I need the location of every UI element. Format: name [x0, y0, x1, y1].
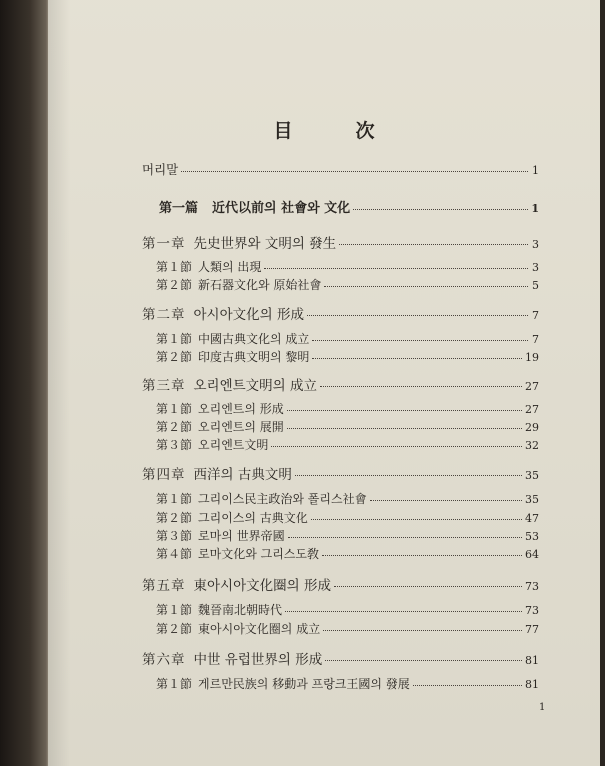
toc-entry-title: 머리말 — [142, 162, 179, 177]
page-title: 目 次 — [273, 120, 397, 142]
toc-entry-title: 오리엔트의 展開 — [198, 420, 284, 434]
toc-entry-label — [156, 509, 308, 526]
toc-entry-title: 近代以前의 社會와 文化 — [212, 201, 351, 216]
toc-entry-number: 第一章 — [142, 236, 186, 252]
toc-entry-title: 人類의 出現 — [198, 260, 262, 274]
dot-leader — [320, 379, 522, 387]
toc-page-number: 81 — [525, 654, 539, 667]
toc-page-number: 77 — [525, 623, 539, 636]
toc-page-number: 1 — [531, 202, 539, 215]
toc-section-row — [156, 527, 539, 544]
toc-entry-title: 로마의 世界帝國 — [198, 529, 285, 543]
toc-entry-label — [156, 436, 268, 453]
toc-page-number: 35 — [525, 493, 539, 506]
page-number: 1 — [539, 702, 546, 713]
toc-entry-number: 第２節 — [156, 511, 193, 525]
toc-entry-number: 第４節 — [156, 547, 193, 561]
toc-section-row — [156, 436, 539, 453]
toc-page-number: 27 — [525, 403, 539, 416]
dot-leader — [288, 531, 522, 539]
toc-section-row — [156, 620, 539, 637]
dot-leader — [339, 237, 528, 245]
dot-leader — [353, 201, 528, 209]
toc-entry-title: 中世 유럽世界의 形成 — [193, 652, 323, 668]
toc-section-row — [156, 490, 539, 507]
toc-chapter-row — [142, 303, 539, 323]
toc-entry-label — [156, 418, 284, 435]
toc-entry-number: 第五章 — [142, 578, 186, 594]
toc-preface-row — [142, 160, 539, 178]
toc-page-number: 3 — [532, 261, 539, 274]
toc-page-number: 32 — [525, 439, 539, 452]
toc-page-number: 81 — [525, 678, 539, 691]
toc-entry-title: 印度古典文明의 黎明 — [198, 350, 310, 364]
toc-page-number: 7 — [532, 333, 539, 346]
toc-entry-number: 第１節 — [156, 603, 193, 617]
dot-leader — [413, 679, 522, 687]
toc-entry-title: 오리엔트의 形成 — [198, 402, 284, 416]
dot-leader — [287, 404, 522, 412]
toc-entry-label — [142, 303, 304, 323]
toc-entry-title: 東아시아文化圈의 形成 — [193, 578, 331, 594]
toc-chapter-row — [142, 574, 539, 594]
toc-entry-label — [156, 276, 321, 293]
toc-section-row — [156, 330, 539, 347]
toc-entry-label — [156, 675, 410, 692]
toc-entry-number: 第四章 — [142, 467, 186, 483]
toc-section-row — [156, 418, 539, 435]
toc-entry-label — [156, 348, 309, 365]
toc-entry-number: 第２節 — [156, 350, 193, 364]
toc-entry-number: 第１節 — [156, 402, 193, 416]
dot-leader — [325, 653, 522, 661]
toc-entry-label — [142, 160, 178, 178]
toc-section-row — [156, 509, 539, 526]
toc-page-number: 5 — [532, 279, 539, 292]
toc-page-number: 7 — [532, 309, 539, 322]
dot-leader — [311, 513, 522, 521]
toc-entry-number: 第３節 — [156, 438, 193, 452]
dot-leader — [285, 605, 522, 613]
toc-entry-title: 魏晉南北朝時代 — [198, 603, 283, 617]
toc-entry-label — [142, 374, 317, 394]
toc-entry-label — [156, 601, 282, 618]
toc-section-row — [156, 400, 539, 417]
toc-entry-number: 第１節 — [156, 260, 193, 274]
toc-entry-title: 東아시아文化圈의 成立 — [198, 622, 321, 636]
toc-entry-title: 그리이스의 古典文化 — [198, 511, 308, 525]
toc-section-row — [156, 545, 539, 562]
toc-page-number: 3 — [532, 238, 539, 251]
dot-leader — [264, 262, 528, 270]
toc-section-row — [156, 675, 539, 692]
toc-page-number: 1 — [532, 164, 539, 177]
toc-entry-label — [156, 490, 367, 507]
toc-entry-number: 第２節 — [156, 420, 193, 434]
toc-section-row — [156, 601, 539, 618]
toc-entry-label — [156, 258, 261, 275]
dot-leader — [295, 468, 522, 476]
toc-entry-title: 中國古典文化의 成立 — [198, 332, 310, 346]
toc-section-row — [156, 348, 539, 365]
toc-entry-label — [142, 232, 336, 252]
toc-page-number: 35 — [525, 469, 539, 482]
toc-entry-title: 先史世界와 文明의 發生 — [193, 236, 337, 252]
toc-entry-title: 게르만民族의 移動과 프랑크王國의 發展 — [198, 677, 410, 691]
toc-entry-label — [142, 648, 322, 668]
dot-leader — [287, 422, 522, 430]
toc-chapter-row — [142, 463, 539, 483]
toc-section-row — [156, 258, 539, 275]
toc-section-row — [156, 276, 539, 293]
toc-entry-number: 第六章 — [142, 652, 186, 668]
dot-leader — [323, 624, 522, 632]
toc-entry-label — [156, 545, 319, 562]
toc-entry-title: 그리이스民主政治와 폴리스社會 — [198, 492, 367, 506]
toc-page-number: 73 — [525, 580, 539, 593]
toc-page-number: 53 — [525, 530, 539, 543]
toc-entry-label — [156, 527, 285, 544]
toc-entry-number: 第１節 — [156, 492, 193, 506]
toc-entry-title: 新石器文化와 原始社會 — [198, 278, 322, 292]
toc-chapter-row — [142, 374, 539, 394]
dot-leader — [181, 164, 528, 172]
toc-entry-label — [142, 574, 331, 594]
dot-leader — [324, 280, 528, 288]
toc-chapter-row — [142, 232, 539, 252]
toc-page-number: 29 — [525, 421, 539, 434]
dot-leader — [334, 579, 522, 587]
toc-entry-label — [142, 463, 292, 483]
dot-leader — [312, 352, 522, 360]
book-spine-shadow — [0, 0, 48, 766]
toc-entry-label — [156, 620, 320, 637]
toc-page-number: 47 — [525, 512, 539, 525]
toc-entry-title: 로마文化와 그리스도敎 — [198, 547, 319, 561]
toc-entry-number: 第三章 — [142, 378, 186, 394]
toc-entry-title: 오리엔트文明 — [198, 438, 269, 452]
toc-entry-label — [159, 197, 350, 216]
toc-entry-number: 第１節 — [156, 677, 193, 691]
toc-entry-number: 第２節 — [156, 622, 193, 636]
toc-entry-number: 第２節 — [156, 278, 193, 292]
toc-entry-number: 第二章 — [142, 307, 186, 323]
toc-entry-label — [156, 400, 284, 417]
toc-entry-label — [156, 330, 309, 347]
toc-entry-number: 第１節 — [156, 332, 193, 346]
dot-leader — [370, 494, 522, 502]
toc-entry-number: 第一篇 — [159, 201, 199, 216]
toc-page-number: 27 — [525, 380, 539, 393]
dot-leader — [322, 549, 522, 557]
dot-leader — [312, 334, 528, 342]
toc-page-number: 73 — [525, 604, 539, 617]
toc-entry-title: 오리엔트文明의 成立 — [193, 378, 317, 394]
toc-entry-number: 第３節 — [156, 529, 193, 543]
dot-leader — [271, 440, 522, 448]
toc-part-row — [159, 197, 539, 216]
toc-chapter-row — [142, 648, 539, 668]
toc-entry-title: 아시아文化의 形成 — [193, 307, 304, 323]
book-page — [48, 0, 600, 766]
toc-page-number: 64 — [525, 548, 539, 561]
toc-entry-title: 西洋의 古典文明 — [193, 467, 292, 483]
toc-page-number: 19 — [525, 351, 539, 364]
dot-leader — [307, 308, 528, 316]
